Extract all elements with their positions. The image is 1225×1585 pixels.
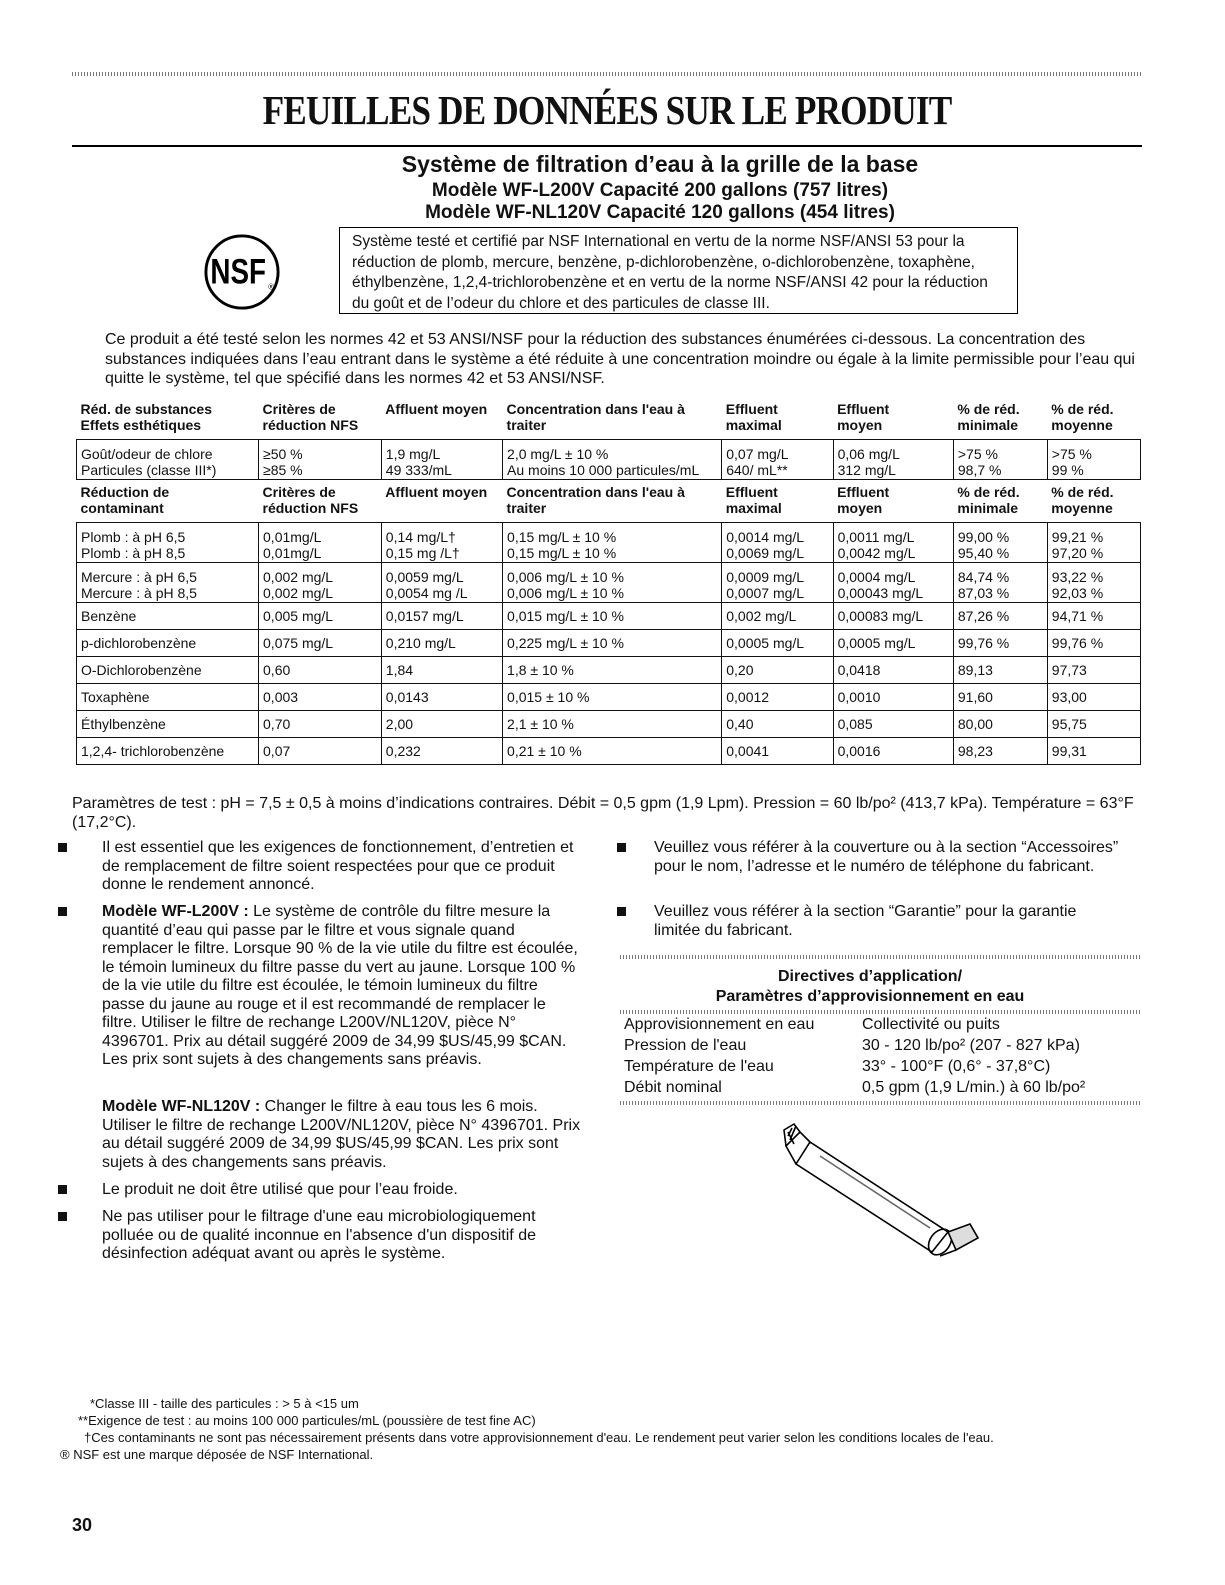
- page-number: 30: [72, 1515, 93, 1535]
- bullet-text: Veuillez vous référer à la section “Garantie” pour la garantie limitée du fabricant.: [654, 903, 1077, 939]
- column-header: Critères de réduction NFS: [262, 401, 359, 433]
- table-cell: 0,232: [381, 738, 502, 765]
- table-cell: p-dichlorobenzène: [77, 630, 259, 657]
- table-row: [77, 523, 1141, 563]
- table-cell: 0,085: [833, 711, 953, 738]
- table-cell: 97,73: [1047, 657, 1140, 684]
- nsf-logo-text: NSF: [210, 251, 266, 292]
- table-header-row: [77, 480, 1141, 523]
- bullet-text: Le système de contrôle du filtre mesure la quantité d’eau qui passe par le filtre et vous signale quand remplacer le filtre. Lorsque 90 % de la vie utile du filtre est écoulée, le témoin lumineux du filtre passe du vert au jaune. Lorsque 100 % de la vie utile du filtre est écoulée, le témoin lumineux du filtre passe du jaune au rouge et il est recommandé de remplacer le filtre. Utiliser le filtre de rechange L200V/NL120V, pièce N° 4396701. Prix au détail suggéré 2009 de 34,99 $US/45,99 $CAN. Les prix sont sujets à des changements sans préavis.: [102, 903, 578, 1068]
- column-header: Réduction de contaminant: [80, 484, 170, 516]
- table-cell: 99,31: [1047, 738, 1140, 765]
- table-cell: 99,00 % 95,40 %: [953, 523, 1047, 563]
- column-header: Affluent moyen: [385, 484, 488, 500]
- table-cell: Éthylbenzène: [77, 711, 259, 738]
- table-cell: 94,71 %: [1047, 603, 1140, 630]
- page-title: FEUILLES DE DONNÉES SUR LE PRODUIT: [262, 87, 952, 133]
- column-header: % de réd. moyenne: [1051, 401, 1114, 433]
- table-row: [77, 563, 1141, 603]
- table-cell: 0,002 mg/L: [722, 603, 833, 630]
- table-cell: 0,0016: [833, 738, 953, 765]
- table-cell: 0,002 mg/L 0,002 mg/L: [259, 563, 382, 603]
- column-header: Effluent maximal: [725, 484, 782, 516]
- table-cell: 0,0004 mg/L 0,00043 mg/L: [833, 563, 953, 603]
- table-cell: Benzène: [77, 603, 259, 630]
- model-paragraph: [102, 1098, 582, 1172]
- table-cell: 89,13: [953, 657, 1047, 684]
- table-cell: 93,22 % 92,03 %: [1047, 563, 1140, 603]
- bullet-square-icon: [58, 907, 67, 916]
- model-line-1: Modèle WF-L200V Capacité 200 gallons (757 litres): [431, 180, 889, 201]
- model-line-2: Modèle WF-NL120V Capacité 120 gallons (454 litres): [425, 202, 895, 223]
- footnote: ® NSF est une marque déposée de NSF International.: [60, 1447, 374, 1462]
- svg-text:®: ®: [268, 282, 275, 292]
- column-header: Effluent maximal: [725, 401, 782, 433]
- table-cell: 0,015 mg/L ± 10 %: [503, 603, 722, 630]
- table-cell: 0,0009 mg/L 0,0007 mg/L: [722, 563, 833, 603]
- table-cell: Toxaphène: [77, 684, 259, 711]
- table-cell: 99,76 %: [953, 630, 1047, 657]
- footnote: *Classe III - taille des particules : > 5 à <15 um: [90, 1396, 359, 1411]
- top-hatch-rule: [72, 72, 1142, 76]
- table-row: [77, 711, 1141, 738]
- table-cell: 0,0010: [833, 684, 953, 711]
- table-cell: >75 % 98,7 %: [953, 440, 1047, 480]
- table-cell: 99,76 %: [1047, 630, 1140, 657]
- directives-top-rule: [620, 955, 1142, 959]
- table-cell: 93,00: [1047, 684, 1140, 711]
- column-header: Concentration dans l'eau à traiter: [506, 484, 685, 516]
- table-cell: 99,21 % 97,20 %: [1047, 523, 1140, 563]
- directives-table: [620, 1014, 1140, 1098]
- column-header: Effluent moyen: [837, 484, 890, 516]
- table-cell: 0,70: [259, 711, 382, 738]
- bullet-text: Il est essentiel que les exigences de fonctionnement, d’entretien et de remplacement de filtre soient respectées pour que ce produit donne le rendement annoncé.: [102, 839, 574, 893]
- table-cell: 0,225 mg/L ± 10 %: [503, 630, 722, 657]
- table-cell: 0,0005 mg/L: [722, 630, 833, 657]
- bullet-text: Changer le filtre à eau tous les 6 mois. Utiliser le filtre de rechange L200V/NL120V, pièce N° 4396701. Prix au détail suggéré 2009 de 34,99 $US/45,99 $CAN. Les prix sont sujets à des changements sans préavis.: [102, 1098, 581, 1171]
- table-cell: 2,0 mg/L ± 10 % Au moins 10 000 particules/mL: [503, 440, 722, 480]
- column-header: Critères de réduction NFS: [262, 484, 359, 516]
- table-cell: 1,9 mg/L 49 333/mL: [381, 440, 502, 480]
- table-cell: O-Dichlorobenzène: [77, 657, 259, 684]
- table-cell: 0,01mg/L 0,01mg/L: [259, 523, 382, 563]
- nsf-certification-box: Système testé et certifié par NSF International en vertu de la norme NSF/ANSI 53 pour la réduction de plomb, mercure, benzène, p-dichlorobenzène, o-dichlorobenzène, toxaphène, éthylbenzène, 1,2,4-trichlorobenzène et en vertu de la norme NSF/ANSI 42 pour la réduction du goût et de l’odeur du chlore et des particules de classe III.: [339, 227, 1018, 314]
- intro-paragraph: Ce produit a été testé selon les normes 42 et 53 ANSI/NSF pour la réduction des substances énumérées ci-dessous. La concentration des substances indiquées dans l’eau entrant dans le système a été réduite à une concentration moindre ou égale à la limite permissible pour l’eau qui quitte le système, tel que spécifié dans les normes 42 et 53 ANSI/NSF.: [105, 331, 1135, 387]
- table-cell: 0,0418: [833, 657, 953, 684]
- column-header: Affluent moyen: [385, 401, 488, 417]
- table-cell: 0,15 mg/L ± 10 % 0,15 mg/L ± 10 %: [503, 523, 722, 563]
- column-header: Concentration dans l'eau à traiter: [506, 401, 685, 433]
- table-cell: 0,0157 mg/L: [381, 603, 502, 630]
- table-row: [77, 657, 1141, 684]
- footnote: **Exigence de test : au moins 100 000 particules/mL (poussière de test fine AC): [78, 1413, 536, 1428]
- column-header: Réd. de substances Effets esthétiques: [80, 401, 212, 433]
- table-cell: Goût/odeur de chlore Particules (classe III*): [77, 440, 259, 480]
- table-cell: 91,60: [953, 684, 1047, 711]
- table-cell: 0,0059 mg/L 0,0054 mg /L: [381, 563, 502, 603]
- table-cell: 0,0143: [381, 684, 502, 711]
- footnote: †Ces contaminants ne sont pas nécessairement présents dans votre approvisionnement d'eau. Le rendement peut varier selon les conditions locales de l'eau.: [84, 1430, 994, 1445]
- directives-bottom-rule: [620, 1101, 1142, 1105]
- title-rule: [72, 145, 1142, 147]
- model-label: Modèle WF-L200V :: [102, 903, 249, 920]
- table-cell: 98,23: [953, 738, 1047, 765]
- bullet-square-icon: [58, 1185, 67, 1194]
- bullet-square-icon: [58, 843, 67, 852]
- bullet-item: [102, 1181, 582, 1200]
- table-cell: 0,075 mg/L: [259, 630, 382, 657]
- table-cell: 0,40: [722, 711, 833, 738]
- column-header: % de réd. minimale: [957, 401, 1020, 433]
- column-header: Effluent moyen: [837, 401, 890, 433]
- table-cell: 0,60: [259, 657, 382, 684]
- table-cell: 0,20: [722, 657, 833, 684]
- table-cell: 1,2,4- trichlorobenzène: [77, 738, 259, 765]
- table-cell: 0,00083 mg/L: [833, 603, 953, 630]
- footnotes: [60, 1395, 1148, 1463]
- table-row: Pression de l'eau 30 - 120 lb/po² (207 - 827 kPa): [624, 1037, 1080, 1054]
- bullet-text: Le produit ne doit être utilisé que pour l’eau froide.: [102, 1181, 458, 1198]
- table-row: [77, 603, 1141, 630]
- table-row: [77, 440, 1141, 480]
- bullet-text: Veuillez vous référer à la couverture ou à la section “Accessoires” pour le nom, l’adresse et le numéro de téléphone du fabricant.: [654, 839, 1119, 875]
- table-cell: 0,003: [259, 684, 382, 711]
- table-row: [77, 684, 1141, 711]
- bullet-item: [654, 839, 1124, 876]
- table-cell: 0,21 ± 10 %: [503, 738, 722, 765]
- table-cell: 2,00: [381, 711, 502, 738]
- table-cell: 0,210 mg/L: [381, 630, 502, 657]
- table-row: Débit nominal 0,5 gpm (1,9 L/min.) à 60 lb/po²: [624, 1079, 1086, 1096]
- table-cell: >75 % 99 %: [1047, 440, 1140, 480]
- column-header: % de réd. moyenne: [1051, 484, 1114, 516]
- table-cell: 0,0011 mg/L 0,0042 mg/L: [833, 523, 953, 563]
- table-cell: 84,74 % 87,03 %: [953, 563, 1047, 603]
- section-heading: Système de filtration d’eau à la grille de la base: [401, 151, 919, 177]
- water-filter-illustration: [780, 1120, 990, 1260]
- table-cell: 0,005 mg/L: [259, 603, 382, 630]
- table-cell: 0,006 mg/L ± 10 % 0,006 mg/L ± 10 %: [503, 563, 722, 603]
- table-cell: 0,0005 mg/L: [833, 630, 953, 657]
- table-cell: 0,06 mg/L 312 mg/L: [833, 440, 953, 480]
- table-cell: ≥50 % ≥85 %: [259, 440, 382, 480]
- table-row: [77, 738, 1141, 765]
- bullet-item: [102, 1208, 582, 1264]
- table-cell: 1,8 ± 10 %: [503, 657, 722, 684]
- table-row: Température de l'eau 33° - 100°F (0,6° - 37,8°C): [624, 1058, 1051, 1075]
- table-cell: 0,07 mg/L 640/ mL**: [722, 440, 833, 480]
- table-cell: 0,015 ± 10 %: [503, 684, 722, 711]
- table-cell: 0,07: [259, 738, 382, 765]
- column-header: % de réd. minimale: [957, 484, 1020, 516]
- model-label: Modèle WF-NL120V :: [102, 1098, 261, 1115]
- table-cell: 2,1 ± 10 %: [503, 711, 722, 738]
- bullet-item: [102, 839, 582, 895]
- test-parameters: Paramètres de test : pH = 7,5 ± 0,5 à moins d’indications contraires. Débit = 0,5 gpm (1,9 Lpm). Pression = 60 lb/po² (413,7 kPa). Température = 63°F (17,2°C).: [72, 795, 1134, 831]
- table-row: Approvisionnement en eau Collectivité ou puits: [624, 1016, 1000, 1033]
- table-cell: 87,26 %: [953, 603, 1047, 630]
- table-cell: 80,00: [953, 711, 1047, 738]
- bullet-square-icon: [58, 1212, 67, 1221]
- table-cell: 0,0012: [722, 684, 833, 711]
- substances-table: [76, 397, 1141, 765]
- table-header-row: [77, 397, 1141, 440]
- table-cell: 0,0014 mg/L 0,0069 mg/L: [722, 523, 833, 563]
- table-cell: 95,75: [1047, 711, 1140, 738]
- table-row: [77, 630, 1141, 657]
- table-cell: Mercure : à pH 6,5 Mercure : à pH 8,5: [77, 563, 259, 603]
- table-cell: Plomb : à pH 6,5 Plomb : à pH 8,5: [77, 523, 259, 563]
- bullet-item: [654, 903, 1124, 940]
- bullet-square-icon: [617, 843, 626, 852]
- bullet-item: [102, 903, 582, 1070]
- nsf-logo-icon: [203, 233, 281, 311]
- directives-title: Directives d’application/ Paramètres d’approvisionnement en eau: [715, 968, 1025, 1005]
- table-cell: 1,84: [381, 657, 502, 684]
- table-cell: 0,0041: [722, 738, 833, 765]
- bullet-text: Ne pas utiliser pour le filtrage d'une eau microbiologiquement polluée ou de qualité inconnue en l'absence d'un dispositif de désinfection adéquat avant ou après le système.: [102, 1208, 536, 1262]
- bullet-square-icon: [617, 907, 626, 916]
- table-cell: 0,14 mg/L† 0,15 mg /L†: [381, 523, 502, 563]
